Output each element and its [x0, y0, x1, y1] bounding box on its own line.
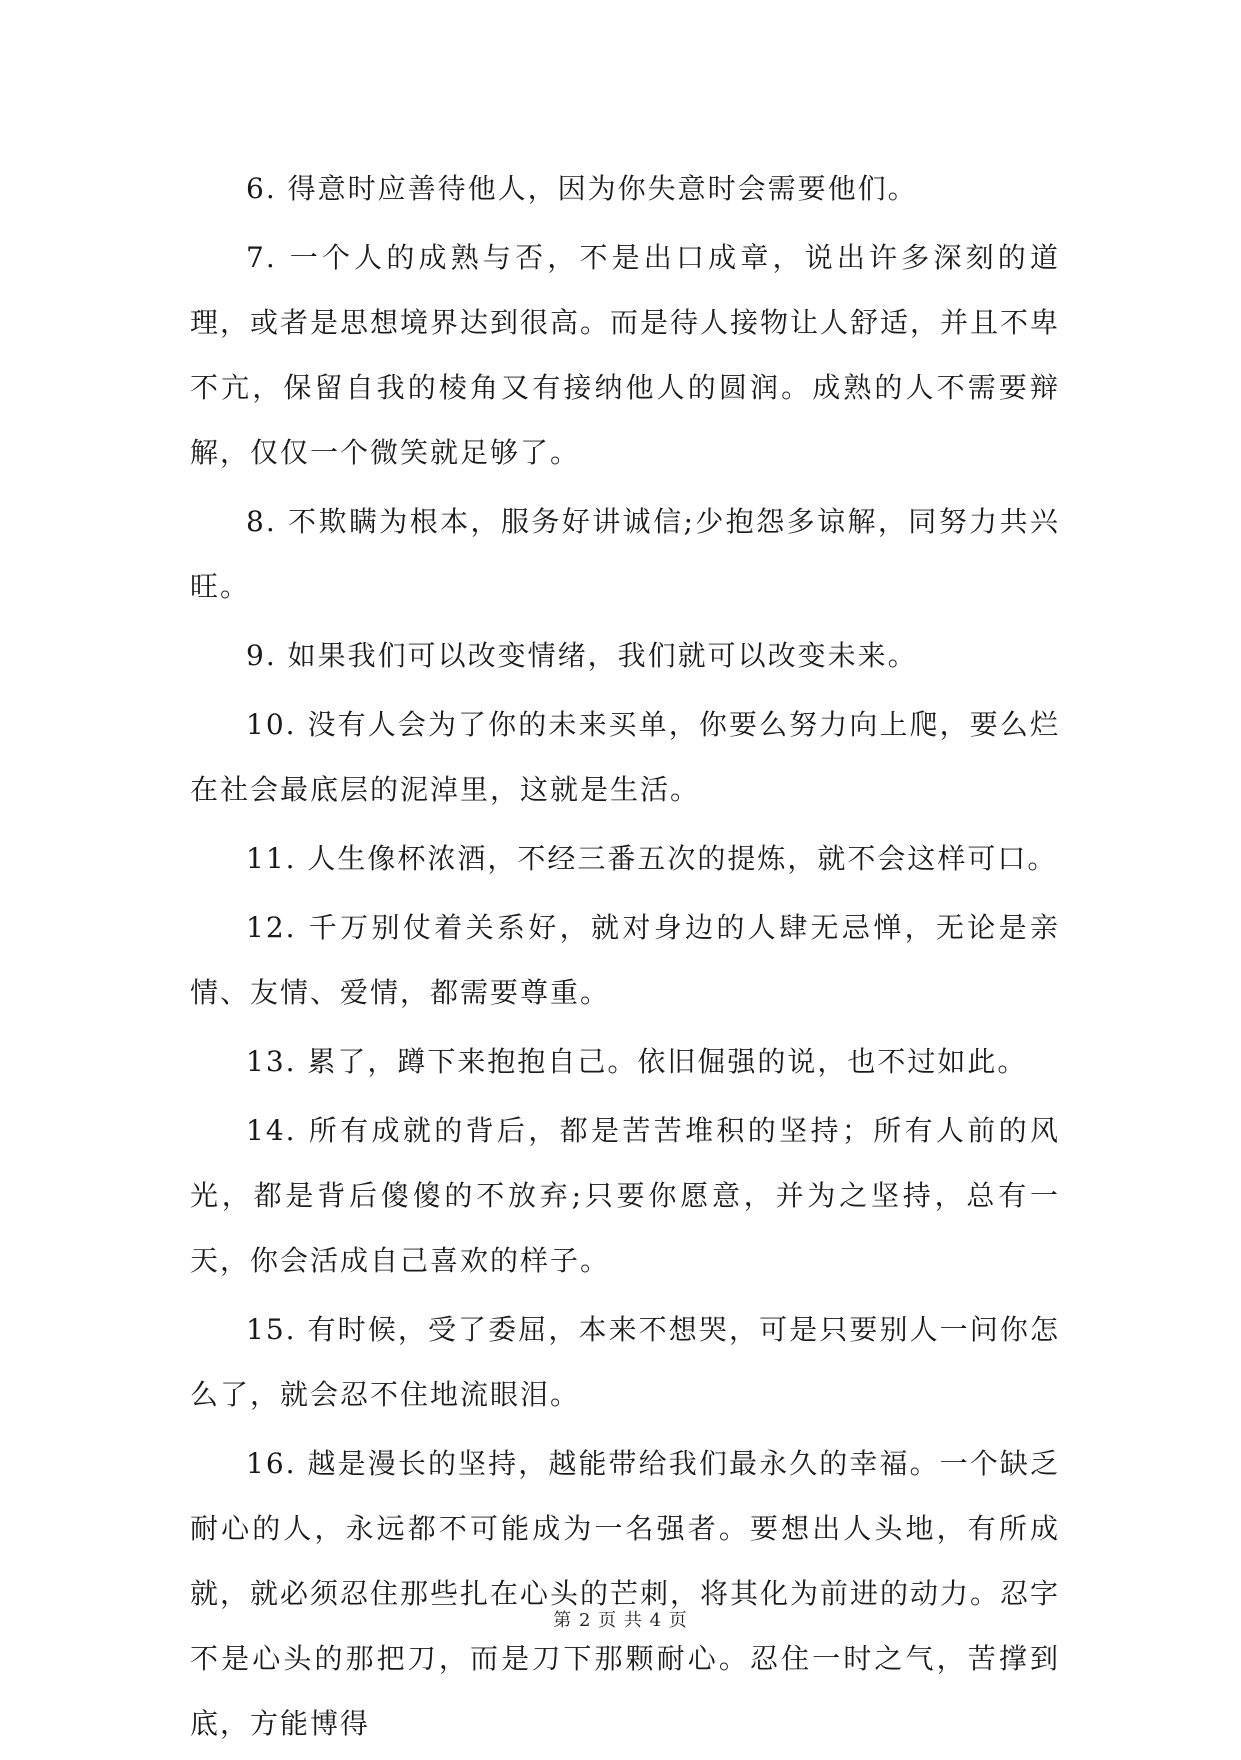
paragraph-10: 10. 没有人会为了你的未来买单，你要么努力向上爬，要么烂在社会最底层的泥淖里，这就是生活。 — [190, 708, 1060, 806]
paragraph-6: 6. 得意时应善待他人，因为你失意时会需要他们。 — [246, 172, 918, 205]
paragraph-15: 15. 有时候，受了委屈，本来不想哭，可是只要别人一问你怎么了，就会忍不住地流眼泪。 — [190, 1313, 1060, 1411]
paragraph-12: 12. 千万别仗着关系好，就对身边的人肆无忌惮，无论是亲情、友情、爱情，都需要尊重。 — [190, 911, 1060, 1009]
paragraph-11: 11. 人生像杯浓酒，不经三番五次的提炼，就不会这样可口。 — [246, 842, 1058, 875]
paragraph-7: 7. 一个人的成熟与否，不是出口成章，说出许多深刻的道理，或者是思想境界达到很高。而是待人接物让人舒适，并且不卑不亢，保留自我的棱角又有接纳他人的圆润。成熟的人不需要辩解，仅仅一个微笑就足够了。 — [190, 241, 1061, 469]
document-body — [190, 156, 1060, 1760]
paragraph-16: 16. 越是漫长的坚持，越能带给我们最永久的幸福。一个缺乏耐心的人，永远都不可能成为一名强者。要想出人头地，有所成就，就必须忍住那些扎在心头的芒刺，将其化为前进的动力。忍字不是心头的那把刀，而是刀下那颗耐心。忍住一时之气，苦撑到底，方能博得 — [190, 1447, 1061, 1740]
paragraph-9: 9. 如果我们可以改变情绪，我们就可以改变未来。 — [246, 639, 918, 672]
paragraph-14: 14. 所有成就的背后，都是苦苦堆积的坚持；所有人前的风光，都是背后傻傻的不放弃;只要你愿意，并为之坚持，总有一天，你会活成自己喜欢的样子。 — [190, 1114, 1060, 1277]
paragraph-8: 8. 不欺瞒为根本，服务好讲诚信;少抱怨多谅解，同努力共兴旺。 — [190, 505, 1060, 603]
page-number-footer: 第 2 页 共 4 页 — [553, 1610, 688, 1631]
paragraph-13: 13. 累了，蹲下来抱抱自己。依旧倔强的说，也不过如此。 — [246, 1045, 1028, 1078]
